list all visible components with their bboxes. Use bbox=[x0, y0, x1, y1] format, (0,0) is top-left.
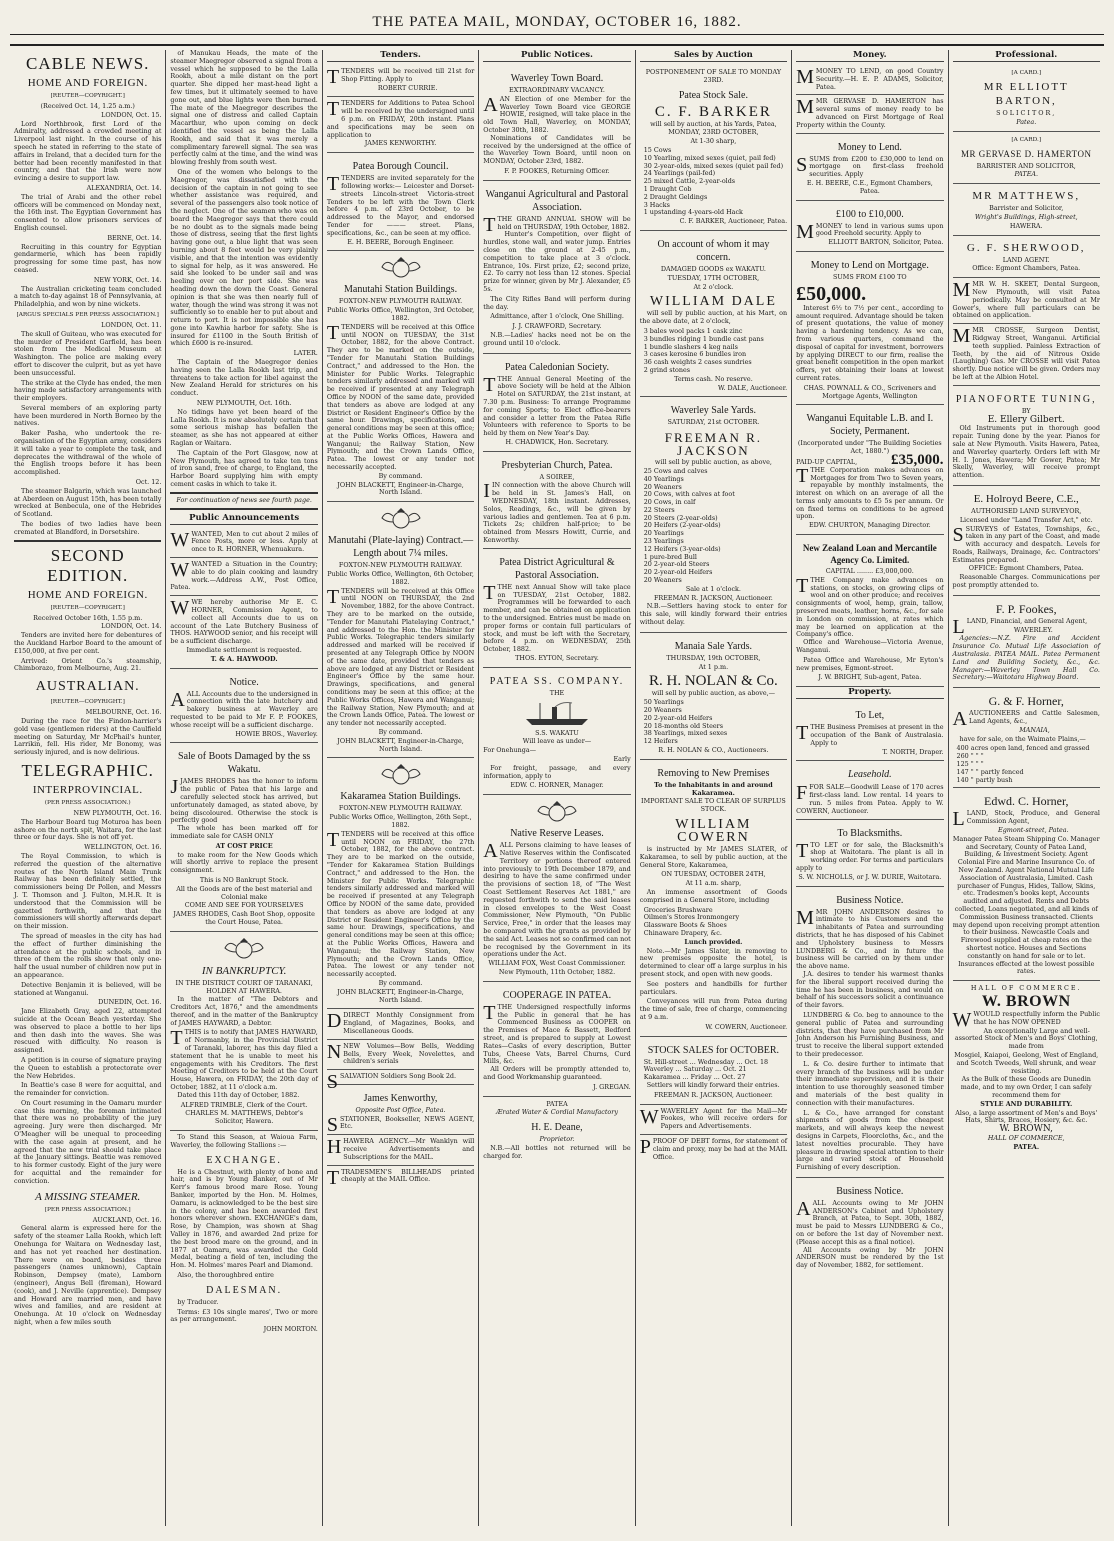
ad-fookes: F. P. Fookes, L LAND, Financial, and General Agent, WAVERLEY. Agencies:—N.Z. Fire and Accident Insurance Co. Mutual Life Association of Australasia. PATEA MAIL. Patea Permanent Land and Building Society, &c., &c. Manager:—Waverley Town Hall Co. Secretary:—Waitotara Highway Board. bbox=[953, 596, 1100, 688]
dateline: WELLINGTON, Oct. 16. bbox=[84, 843, 162, 852]
ad-james-kenworthy: James Kenworthy, Opposite Post Office, Patea. S STATIONER, Bookseller, NEWS AGENT, Etc. bbox=[327, 1085, 474, 1135]
heading-home-foreign: HOME AND FOREIGN. bbox=[27, 77, 148, 89]
ad-presbyterian-soiree: Presbyterian Church, Patea. A SOIREE, I IN connection with the above Church will be held in St. James's Hall, on WEDNESDAY, 18th instant. Addresses, Solos, Readings, &c., will be given by various ladies and gentlemen. Tea at 6 p.m. Tickets 2s; children half-price; to be obtained from Messrs Howitt, Currie, and Kenworthy. bbox=[483, 452, 630, 549]
ad-blacksmiths: To Blacksmiths. T TO LET or for sale, the Blacksmith's shop at Waitotara. The plant is all in working order. For terms and particulars apply to S. W. NICHOLLS, or J. W. DURIE, Waitotara. bbox=[796, 820, 943, 887]
ad-piano-tuning: PIANOFORTE TUNING, BY E. Ellery Gilbert. Old Instruments put in thorough good repair. Tuning done by the year. Pianos for sale at New Plymouth. Visits Hawera, Patea, and Waverley quarterly. Orders left with Mr H. I. Jones, Hawera; Mr Gower, Patea; Mr Skelly, Waverley, will receive prompt attention. bbox=[953, 386, 1100, 486]
news-paragraph: Detective Benjamin it is believed, will be stationed at Wanganui. bbox=[14, 980, 162, 997]
section-head-sales-by-auction: Sales by Auction bbox=[640, 50, 787, 62]
masthead bbox=[10, 14, 1104, 46]
section-head-public-announcements: Public Announcements bbox=[170, 513, 317, 525]
dateline: NEW PLYMOUTH, Oct. 16th. bbox=[196, 399, 292, 408]
column-5 bbox=[636, 50, 792, 1526]
news-paragraph: The Royal Commission, to which is referred the question of the alternative routes of the North Island Main Trunk Railway has been definitely settled, the commissioners being Dr Pollen, and Messrs J. T. Thomson and J. Fulton, M.H.R. It is understood that the Commission will be gazetted forthwith, and that the commissioners will shortly afterwards depart on their mission. bbox=[14, 851, 162, 931]
list-item: Glassware Boots & Shoes bbox=[643, 921, 727, 930]
list-item: Kakaramea ... Friday ... Oct. 27 bbox=[643, 1073, 746, 1082]
ad-leasehold: Leasehold. F FOR SALE—Goodwill Lease of 170 acres first-class land. Low rental. 14 years to run. 5 miles from Patea. Apply to W. COWERN, Auctioneer. bbox=[796, 761, 943, 819]
ad-cooperage: COOPERAGE IN PATEA. T THE Undersigned respectfully informs the Public in general that he has Commenced Business as COOPER on the Premises of Mace & Bassett, Bedford street, and is prepared to supply at Lowest Rates—Casks of every description, Butter Tubs, Cheese Vats, Barrel Churns, Curd Mills, &c. All Orders will be promptly attended to, and Good Workmanship guaranteed. J. GREGAN. bbox=[483, 982, 630, 1097]
ad-patea-stock-sale: POSTPONEMENT OF SALE TO MONDAY 23RD. Patea Stock Sale. C. F. BARKER will sell by auction, at his Yards, Patea, MONDAY, 23RD OCTOBER, At 1-30 sharp, 15 Cows 10 Yearling, mixed sexes (quiet, pail fed) 30 2-year-olds, mixed sexes (quiet pail fed) 24 Yearlings (pail-fed) 25 mixed Cattle, 2-year-olds 1 Draught Cob 2 Draught Geldings 3 Hacks 1 upstanding 4-years-old Hack C. F. BARKER, Auctioneer, Patea. bbox=[640, 65, 787, 231]
heading-home-foreign-2: HOME AND FOREIGN. bbox=[27, 588, 148, 601]
news-paragraph: The Harbour Board tug Moturoa has been ashore on the north spit, Waitara, for the last three or four days. She is not off yet. bbox=[14, 817, 162, 842]
news-paragraph: The Captain of the Maegregor denies having seen the Lalla Rookh last trip, and threatens to take action for libel against the New Zealand Herald for strictures on his conduct. bbox=[170, 358, 318, 398]
ad-money-pownall: Money to Lend on Mortgage. SUMS FROM £100 TO £50,000. Interest 6½ to 7½ per cent., according to amount required. Advantage should be taken of present quotations, the value of money having a hardening tendency. As we can, from various quarters, command the disposal of capital for investment, borrowers by applying DIRECT to our firm, realise the great benefit competition in the open market offers, yet obtaining their loans at lowest current rates. CHAS. POWNALL & CO., Scriveners and Mortgage Agents, Wellington bbox=[796, 252, 943, 405]
ad-boots-sale: Sale of Boots Damaged by the ss Wakatu. J JAMES RHODES has the honor to inform the public of Patea that his large and carefully selected stock has arrived, but unfortunately damaged, as stated above, by being discoloured. Otherwise the stock is perfectly good The whole has been marked off for immediate sale for CASH ONLY AT COST PRICE to make room for the New Goods which will shortly arrive to replace the present consignment. This is NO Bankrupt Stock. All the Goods are of the best material and Colonial make COME AND SEE FOR YOURSELVES JAMES RHODES, Cash Boot Shop, opposite the Court House, Patea. bbox=[170, 743, 317, 931]
section-head-professional: Professional. bbox=[953, 50, 1100, 62]
ad-billheads: TTRADESMEN'S BILLHEADS printed cheaply at the MAIL Office. bbox=[326, 1166, 475, 1189]
heading-cable-news: CABLE NEWS. bbox=[26, 54, 150, 73]
ad-salvation: SSALVATION Soldiers Song Book 2d. bbox=[327, 1070, 474, 1085]
list-item: 20 Cows, with calves at foot bbox=[643, 490, 735, 499]
card-gervase-hamerton: [A CARD.] MR GERVASE D. HAMERTON BARRISTER AND SOLICITOR, PATEA. bbox=[953, 132, 1100, 185]
ad-waverley-town-board: Waverley Town Board. EXTRAORDINARY VACANCY. A AN Election of one Member for the Waverley Town Board vice GEORGE HOWIE, resigned, will take place in the old Town Hall, Waverley, on MONDAY, October 30th, 1882. Nominations of Candidates will be received by the undersigned at the office of the Waverley Town Board, until noon on MONDAY, October 23rd, 1882. F. P. FOOKES, Returning Officer. bbox=[483, 65, 630, 181]
list-item: 3 bundles ridging 1 bundle cast pans bbox=[643, 334, 764, 343]
reuter-credit: [REUTER—COPYRIGHT.] bbox=[50, 604, 125, 611]
ad-w-brown: HALL OF COMMERCE. W. BROWN W WOULD respectfully inform the Public that he has NOW OPENED An exceptionally Large and well-assorted Stock of Men's and Boys' Clothing, made from Mosgiel, Kaiapoi, Geelong, West of England, and Scotch Tweeds, Well shrunk, and wear resisting. As the Bulk of these Goods are Dunedin made, and to my own Order, I can safely recommend them for STYLE AND DURABILITY. Also, a large assortment of Men's and Boys' Hats, Shirts, Braces, Hosiery, &c. &c. W. BROWN, HALL OF COMMERCE, PATEA. bbox=[952, 984, 1100, 1151]
list-item: 50 Yearlings bbox=[643, 698, 684, 707]
ad-manutahi-buildings: Manutahi Station Buildings. FOXTON-NEW PLYMOUTH RAILWAY. Public Works Office, Wellington, 3rd October, 1882. T TENDERS will be received at this Office until NOON on TUESDAY, the 31st October, 1882, for the above Contract. They are to be marked on the outside, "Tender for Manutahi Station Buildings Contract," and addressed to the Hon. the Minister for Public Works. Telegraphic tenders similarly addressed and marked will be received if presented at any Telegraph Office by NOON of the same date, provided that tenders as above are lodged at any District or Resident Engineer's Office by the same hour. Drawings, specifications, and general conditions may be seen at this office; at the Public Works Offices, Hawera and Wanganui; the Railway Station, New Plymouth; and the Crown Lands Office, Patea. The lowest or any tender not necessarily accepted. By command. JOHN BLACKETT, Engineer-in-Charge, North Island. bbox=[327, 251, 474, 502]
ad-direct-consignment: DDIRECT Monthly Consignment from England, of Magazines, Books, and Miscellaneous Goods. bbox=[327, 1009, 474, 1039]
list-item: Oilmen's Stores Ironmongery bbox=[643, 913, 740, 922]
list-item: 20 Weaners bbox=[643, 706, 682, 715]
list-item: Chinaware Drapery, &c. bbox=[643, 928, 722, 937]
news-paragraph: Tenders are invited here for debentures of the Auckland Harbor Board to the amount of £150,000, at five per cent. bbox=[14, 631, 162, 655]
heading-missing-steamer: A MISSING STEAMER. bbox=[35, 1190, 141, 1203]
dateline: NEW YORK, Oct. 14. bbox=[93, 275, 162, 284]
columns bbox=[10, 50, 1104, 1526]
reuter-credit: [REUTER—COPYRIGHT.] bbox=[50, 93, 125, 99]
news-paragraph: The Captain of the Port Glasgow, now at New Plymouth, has agreed to take ten tons of iron sand, free of charge, to England, the Harbor Board supplying him with empty cement casks in which to take it. bbox=[170, 448, 318, 489]
lot-list bbox=[640, 699, 787, 746]
ad-money-adams: MMONEY TO LEND, on good Country Security.—H. E. P. ADAMS, Solicitor, Patea. bbox=[796, 65, 943, 95]
ad-business-notice-anderson: Business Notice. M MR JOHN ANDERSON desires to intimate to his Customers and the inhabitants of Patea and surrounding districts, that he has disposed of his Cabinet and Upholstery business to Messrs LUNDBERG & Co., and in future the business will be carried on by them under the above name. J.A. desires to tender his warmest thanks for the liberal support received during the time he has been in business, and would on behalf of his successors solicit a continuance of their favors. LUNDBERG & Co. beg to announce to the general public of Patea and surrounding districts, that they have purchased from Mr John Anderson his Furnishing Business, and trust to receive the liberal support extended to their predecessor. L. & Co. desire further to intimate that every branch of the business will be under their immediate supervision, and it is their intention to use thoroughly seasoned timber and materials of the best quality in connection with their manufactures. L. & Co., have arranged for constant shipments of goods from the cheapest markets, and will always keep the newest designs in Carpets, Floorcloths, &c., and the latest novelties procurable. They have pleasure in drawing special attention to their large and varied stock of Household Furnishing of every description. bbox=[796, 887, 943, 1178]
news-paragraph: A petition is in course of signature praying the Queen to establish a protectorate over the New Hebrides. bbox=[14, 1055, 162, 1080]
ad-bankruptcy: IN BANKRUPTCY. IN THE DISTRICT COURT OF TARANAKI, HOLDEN AT HAWERA. In the matter of "The Debtors and Creditors Act, 1876," and the amendments thereof, and in the matter of the Bankruptcy of JAMES HAYWARD, a Debtor. T THIS is to notify that JAMES HAYWARD, of Normanby, in the Provincial District of Taranaki, laborer, has this day filed a statement that he is unable to meet his engagements with his Creditors. The first Meeting of Creditors to be held at the Court House, Hawera, on FRIDAY, the 20th day of October, 1882, at 11 o'clock a.m. Dated this 11th day of October, 1882. ALFRED TRIMBLE, Clerk of the Court. CHARLES M. MATTHEWS, Debtor's Solicitor, Hawera. bbox=[170, 932, 317, 1131]
ad-nz-loan-mercantile: New Zealand Loan and Mercantile Agency Co. Limited. CAPITAL ........ £3,000,000. T THE Company make advances on stations, on stocks, on growing clips of wool and on other produce; and receives consignments of wool, hemp, grain, tallow, preserved meats, leather, horns, &c., for sale in London on commission, at rates which may be learned on application at the Company's office. Office and Warehouse—Victoria Avenue, Wanganui. Patea Office and Warehouse, Mr Eyton's new premises, Egmont-street. J. W. BRIGHT, Sub-agent, Patea. bbox=[796, 535, 943, 687]
news-paragraph: Arrived: Orient Co.'s steamship, Chimborazo, from Melbourne, Aug. 21. bbox=[14, 656, 162, 673]
ad-money-barton: £100 to £10,000. M MONEY to lend in various sums upon good Freehold security. Apply to ELLIOTT BARTON, Solicitor, Patea. bbox=[796, 201, 943, 252]
list-item: 125 " " " bbox=[956, 760, 984, 769]
list-item: 3 bales wool packs 1 cask zinc bbox=[643, 326, 743, 335]
ad-waverley-agent: WWAVERLEY Agent for the Mail—Mr Fookes, who will receive orders for Papers and Advertisements. bbox=[640, 1105, 787, 1135]
news-paragraph: Recruiting in this country for Egyptian gendarmerie, which has been rapidly progressing for some time past, has now ceased. bbox=[14, 242, 162, 274]
list-item: 20 Yearlings bbox=[643, 529, 684, 538]
list-item: 22 Steers bbox=[643, 505, 675, 514]
list-item: 140 " partly bush bbox=[956, 775, 1013, 784]
list-item: 40 Yearlings bbox=[643, 474, 684, 483]
ad-borough-council: Patea Borough Council. T TENDERS are invited separately for the following works:— Leicester and Dorset-streets Lincoln-street Victoria-street Tenders to be left with the Town Clerk before 4 p.m. of 23rd October, to be addressed to the Mayor, and endorsed Tender for ——— street. Plans, specifications, &c., can be seen at my office. E. H. BEERE, Borough Engineer. bbox=[327, 153, 474, 251]
news-paragraph: The steamer Balgarin, which was launched at Aberdeen on August 15th, has been totally wrecked at Benbecula, one of the Hebrides of Scotland. bbox=[14, 486, 162, 519]
dateline: ALEXANDRIA, Oct. 14. bbox=[86, 183, 162, 192]
list-item: 38 Yearlings, mixed sexes bbox=[643, 729, 728, 738]
dateline: BERNE, Oct. 14. bbox=[107, 233, 162, 242]
card-elliott-barton: [A CARD.] MR ELLIOTT BARTON, SOLICITOR, Patea. bbox=[953, 65, 1100, 132]
card-sherwood: G. F. SHERWOOD, LAND AGENT. Office: Egmont Chambers, Patea. bbox=[953, 236, 1100, 279]
column-2 bbox=[166, 50, 322, 1526]
received-time: Received October 16th, 1.55 p.m. bbox=[33, 613, 143, 622]
ad-wanganui-show: Wanganui Agricultural and Pastoral Association. T THE GRAND ANNUAL SHOW will be held on THURSDAY, 19th October, 1882. Hunter's Competition, over flight of hurdles, stone wall, and water jump. Entries close on the ground at 2-45 p.m., competition to take place at 3 o'clock. Entrance, 10s. First prize, £2; second prize, £2. To carry not less than 12 stones. Special prize for winner, given by Mr J. Alexander, £5 5s. The City Rifles Band will perform during the day. Admittance, after 1 o'clock, One Shilling. J. J. CRAWFORD, Secretary. N.B.—Ladies' hacks need not be on the ground until 10 o'clock. bbox=[483, 181, 630, 354]
list-item: 20 Cows, in calf bbox=[643, 498, 696, 507]
list-item: Groceries Brushware bbox=[643, 905, 713, 914]
news-paragraph: The spread of measles in the city has had the effect of further diminishing the attendance at the public schools, and in three of them the rolls show that only one-half the usual number of children now put in an appearance. bbox=[14, 931, 162, 979]
news-paragraph: General alarm is expressed here for the safety of the steamer Lalla Rookh, which left Onehunga for Waitara on Wednesday last, and has not yet reached her destination. There were on board, besides three passengers (names unknown), Captain Robinson, Dempsey (mate), Lamborn (engineer), Angus Bell (fireman), Howard (cook), and J. Neville (apprentice). Dempsey and Howard are married men, and have wives and families, and are resident at Onehunga. At 10 o'clock on Wednesday night, when a few miles south bbox=[14, 1224, 162, 1327]
card-matthews: MR MATTHEWS, Barrister and Solicitor, Wright's Buildings, High-street, HAWERA. bbox=[953, 184, 1100, 235]
list-item: 147 " " partly fenced bbox=[956, 767, 1024, 776]
news-paragraph: Jane Elizabeth Gray, aged 22, attempted suicide at the Ocean Beach yesterday. She was observed to place a bottle to her lips and then dash into the waves. She was rescued with difficulty. No reason is assigned. bbox=[14, 1007, 162, 1055]
column-6 bbox=[792, 50, 948, 1526]
ad-horner-manaia: G. & F. Horner, A AUCTIONEERS and Cattle Salesmen, Land Agents, &c., MANAIA, have for sale, on the Waimate Plains,— 400 acres open land, fenced and grassed 260 " " " 125 " " " 147 " " partly fenced 140 " partly bush bbox=[953, 688, 1100, 788]
dateline: DUNEDIN, Oct. 16. bbox=[98, 998, 162, 1007]
list-item: 20 Weaners bbox=[643, 576, 682, 585]
steamship-icon bbox=[522, 701, 592, 727]
list-item: 15 Cows bbox=[643, 145, 672, 154]
royal-crest-icon bbox=[534, 801, 580, 823]
list-item: 20 18-months old Steers bbox=[643, 721, 724, 730]
news-paragraph: The skull of Guiteau, who was executed for the murder of President Garfield, has been stolen from the Medical Museum at Washington. The police are making every effort to discover the culprit, but as yet have been unsuccessful. bbox=[14, 329, 162, 377]
news-paragraph: On Court resuming in the Oamaru murder case this morning, the foreman intimated that there was no probability of the jury agreeing. Jury were then discharged. Mr O'Meagher will be unequal to proceeding with the case again at present, and he agreed that the new trial should take place at the January sittings. Beattie was removed to his former custody. Eight of the jury were for acquittal and the remainder for conviction. bbox=[14, 1098, 162, 1185]
ad-tender-school: TTENDERS for Additions to Patea School will be received by the undersigned until 6 p.m. on FRIDAY, 20th instant. Plans and specifications may be seen on application to JAMES KENWORTHY. bbox=[327, 97, 474, 153]
list-item: 25 mixed Cattle, 2-year-olds bbox=[643, 177, 736, 186]
dateline: AUCKLAND, Oct. 16. bbox=[92, 1215, 162, 1224]
ad-manaia-sale-yards: Manaia Sale Yards. THURSDAY, 19th OCTOBER, At 1 p.m. R. H. NOLAN & Co. will sell by public auction, as above,— 50 Yearlings 20 Weaners 20 2-year-old Heifers 20 18-months old Steers 38 Yearlings, mixed sexes 12 Heifers R. H. NOLAN & CO., Auctioneers. bbox=[640, 633, 787, 760]
ad-patea-district-show: Patea District Agricultural & Pastoral Association. T THE next Annual Show will take place on TUESDAY, 21st October, 1882. Programmes will be forwarded to each member, and can be obtained on application to the undersigned. Entries must be made on proper forms or contain full particulars of stock, and must be left with the Secretary, before 4 p.m. on WEDNESDAY, 25th October, 1882. THOS. EYTON, Secretary. bbox=[483, 549, 630, 668]
list-item: 12 Heifers (3-year-olds) bbox=[643, 544, 721, 553]
ad-dentist-crosse: MMR CROSSE, Surgeon Dentist, Ridgway Street, Wanganui. Artificial teeth supplied. Painless Extraction of Teeth, by the aid of Nitrous Oxide (Laughing) Gas. Mr CROSSE will visit Patea shortly. Due notice will be given. Orders may be left at the Albion Hotel. bbox=[953, 324, 1100, 386]
argus-credit: [ARGUS SPECIALS PER PRESS ASSOCIATION.] bbox=[16, 311, 159, 318]
news-paragraph: Lord Northbrook, first Lord of the Admiralty, addressed a crowded meeting at Liverpool last night. In the course of his speech he stated in referring to the state of affairs in Ireland, that a decided turn for the better had been recently manifested in that country, and that the Irish were now evincing a desire to support law. bbox=[14, 119, 162, 183]
news-paragraph: One of the women who belongs to the Maegregor, was dissatisfied with the decision of the captain in not going to see whether assistance was required, and several of the passengers also took notice of the neglect. One of the seamen who was on board the Maegregor says that there could be no doubt as to the signals made being those of distress, seeing that the first lights having gone out, a blue light that was seen burning about 8 feet would be very plainly visible, and that the intention was evidently to signal for help, as it was answered. He said she looked to be under sail and was heeling over on her port side. She was heading down the down the Coast. General opinion is that she was then nearly full of water, though the wind was strong it was not sufficiently so to enable her to put about and return to port. It is not impossible she has gone into Kawhia harbor for safety. She is insured for £1100 in the South British of which £600 is re-insured. bbox=[170, 167, 318, 348]
section-head-property: Property. bbox=[796, 687, 943, 699]
news-paragraph: The trial of Arabi and the other rebel officers will be commenced on Monday next, the 16th inst. The Egyptian Government has consented to allow prisoners services of English counsel. bbox=[14, 192, 162, 232]
continuation-note: For continuation of news see fourth page. bbox=[176, 495, 312, 504]
news-paragraph: The bodies of two ladies have been cremated at Blandford, in Dorsetshire. bbox=[14, 520, 162, 536]
list-item: 36 cash weights 2 cases sundries bbox=[643, 358, 752, 367]
ad-stock-sales-october: STOCK SALES for OCTOBER. St. Hill-street ... Wednesday ... Oct. 18 Waverley ... Saturday ... Oct. 21 Kakaramea ... Friday ... Oct. 27 Settlers will kindly forward their entries. FREEMAN R. JACKSON, Auctioneer. bbox=[640, 1037, 787, 1105]
press-credit: (PER PRESS ASSOCIATION.) bbox=[44, 800, 131, 806]
dateline: MELBOURNE, Oct. 16. bbox=[85, 708, 162, 717]
masthead-title: THE PATEA MAIL, MONDAY, OCTOBER 16, 1882. bbox=[372, 14, 742, 30]
dateline: LONDON, Oct. 14. bbox=[101, 622, 162, 631]
land-list bbox=[953, 745, 1100, 784]
column-3 bbox=[323, 50, 479, 1526]
news-paragraph: No tidings have yet been heard of the Lalla Rookh. It is now absolutely certain that some serious mishap has befallen the steamer, as she has not appeared at either Raglan or Waitara. bbox=[170, 407, 318, 448]
list-item: 23 Yearlings bbox=[643, 537, 684, 546]
dateline: LATER. bbox=[293, 349, 318, 358]
heading-telegraphic: TELEGRAPHIC. bbox=[21, 761, 154, 780]
news-paragraph: The strike at the Clyde has ended, the men having made satisfactory arrangements with their employers. bbox=[14, 378, 162, 403]
list-item: 3 cases kerosine 6 bundles iron bbox=[643, 350, 747, 359]
ad-proof-of-debt: PPROOF OF DEBT forms, for statement of claim and proxy, may be had at the MAIL Office. bbox=[639, 1135, 788, 1161]
section-head-tenders: Tenders. bbox=[327, 50, 474, 62]
ad-holroyd-beere: E. Holroyd Beere, C.E., AUTHORISED LAND SURVEYOR, Licensed under "Land Transfer Act," etc. S SURVEYS of Estates, Townships, &c., taken in any part of the Coast, and made with accuracy and despatch. Levels for Roads, Railways, Drainage, &c. Contractors' Estimates prepared. OFFICE: Egmont Chambers, Patea. Reasonable Charges. Communications per post promptly attended to. bbox=[953, 486, 1100, 596]
reuter-credit: [REUTER—COPYRIGHT.] bbox=[50, 699, 125, 706]
received-time: (Received Oct. 14, 1.25 a.m.) bbox=[40, 102, 135, 110]
list-item: Waverley ... Saturday ... Oct. 21 bbox=[643, 1065, 747, 1074]
news-paragraph: During the race for the Findon-harrier's gold vase (gentlemen riders) at the Caulfield meeting on Saturday, Mr McPhail's hunter, Larrikin, fell. His rider, Mr Bonomy, was seriously injured, and is now delirious. bbox=[14, 717, 162, 757]
ad-kakaramea-buildings: Kakaramea Station Buildings. FOXTON-NEW PLYMOUTH RAILWAY. Public Works Office, Wellington, 26th Sept., 1882. T TENDERS will be received at this office until NOON on FRIDAY, the 27th October, 1882, for the above contract. They are to be marked on the outside, "Tender for Kakaramea Station Buildings Contract," and addressed to the Hon. the Minister for Public Works. Telegraphic tenders similarly addressed and marked will be received if presented at any Telegraph Office by NOON of the same date, provided that tenders as above are lodged at any District or Resident Engineer's Office by the same hour. Drawings, specifications, and general conditions may be seen at this office; at the Public Works Offices, Hawera and Wanganui; the Railway Station, New Plymouth; and the Crown Lands Office, Patea. The lowest or any tender not necessarily accepted. By command. JOHN BLACKETT, Engineer-in-Charge, North Island. bbox=[327, 758, 474, 1009]
lot-list bbox=[640, 907, 787, 938]
list-item: 400 acres open land, fenced and grassed bbox=[956, 744, 1090, 753]
column-7 bbox=[949, 50, 1104, 1526]
list-item: 1 upstanding 4-years-old Hack bbox=[643, 208, 743, 217]
news-paragraph: of Manukau Heads, the mate of the steamer Maegregor observed a signal from a vessel which he supposed to be the Lalla Rookh, about a mile distant on the port quarter. She dipped her mast-head light a few times, but it ultimately seemed to have gone out, and blue lights were then burned. The mate of the Maegregor describes the signal one of distress and called Captain Macarthur, who upon coming on deck identified the vessel as being the Lalla Rookh, and said that it was merely a complimentary farewell signal. The sea was perfectly calm at the time, and the wind was blowing freshly from south west. bbox=[170, 50, 318, 167]
news-paragraph: The Australian cricketing team concluded a match to-day against 18 of Pennsylvania, at Philadelphia, and won by nine wickets. bbox=[14, 284, 162, 309]
lot-list bbox=[640, 468, 787, 585]
list-item: 260 " " " bbox=[956, 752, 984, 761]
heading-interprovincial: INTERPROVINCIAL. bbox=[32, 784, 143, 796]
ad-damaged-goods: On account of whom it may concern. DAMAGED GOODS ex WAKATU. TUESDAY, 17TH OCTOBER, At 2 o'clock. WILLIAM DALE will sell by public auction, at his Mart, on the above date, at 2 o'clock, 3 bales wool packs 1 cask zinc 3 bundles ridging 1 bundle cast pans 1 bundle slashers 4 keg nails 3 cases kerosine 6 bundles iron 36 cash weights 2 cases sundries 2 grind stones Terms cash. No reserve. W. DALE, Auctioneer. bbox=[640, 231, 787, 397]
list-item: St. Hill-street ... Wednesday ... Oct. 18 bbox=[643, 1057, 769, 1066]
heading-australian: AUSTRALIAN. bbox=[35, 679, 140, 695]
ad-removing-premises: Removing to New Premises To the Inhabitants in and around Kakaramea. IMPORTANT SALE TO CLEAR OF SURPLUS STOCK. WILLIAM COWERN is instructed by Mr JAMES SLATER, of Kakaramea, to sell by public auction, at the General Store, Kakaramea, ON TUESDAY, OCTOBER 24TH, At 11 a.m. sharp, An immense assortment of Goods comprised in a General Store, including Groceries Brushware Oilmen's Stores Ironmongery Glassware Boots & Shoes Chinaware Drapery, &c. Lunch provided. Note.—Mr James Slater, in removing to new premises opposite the hotel, is determined to clear off a large surplus in his present stock, and open with new goods. See posters and handbills for further particulars. Conveyances will run from Patea during the time of sale, free of charge, commencing at 9 a.m. W. COWERN, Auctioneer. bbox=[640, 760, 787, 1037]
news-paragraph: Several members of an exploring party have been murdered in North Borneo by the natives. bbox=[14, 403, 162, 428]
column-1 bbox=[10, 50, 166, 1526]
list-item: 20 Weaners bbox=[643, 482, 682, 491]
ad-haywood: WWE hereby authorise Mr E. C. HORNER, Commission Agent, to collect all Accounts due to us on account of the Late Butchery Business of THOS. HAYWOOD senior, and his receipt will be a sufficient discharge. Immediate settlement is requested. T. & A. HAYWOOD. bbox=[170, 596, 317, 668]
ad-caledonian-society: Patea Caledonian Society. T THE Annual General Meeting of the above Society will be held at the Albion Hotel on SATURDAY, the 21st instant, at 7.30 p.m. Business: To arrange Programme for coming Sports; to Elect office-bearers and consider a letter from the Patea Rifle Volunteers with reference to Sports to be held by them on New Year's Day. H. CHADWICK, Hon. Secretary. bbox=[483, 354, 630, 452]
ad-wanted-men: WWANTED, Men to cut about 2 miles of Fence Posts, more or less. Apply at once to R. HORNER, Whenuakura. bbox=[170, 528, 317, 558]
sale-date-list bbox=[640, 1059, 787, 1082]
ad-wanted-situation: WWANTED a Situation in the Country; able to do plain cooking and laundry work.—Address A.W., Post Office, Patea. bbox=[170, 558, 317, 596]
royal-crest-icon bbox=[221, 938, 267, 960]
ad-money-hamerton: MMR GERVASE D. HAMERTON has several sums of money ready to be advanced on First Mortgage of Real Property within the County. bbox=[796, 95, 943, 133]
dateline: Oct. 12. bbox=[135, 478, 162, 487]
ad-tender-shop-fitting: TTENDERS will be received till 21st for Shop Fitting. Apply to ROBERT CURRIE. bbox=[327, 65, 474, 97]
press-credit: [PER PRESS ASSOCIATION.] bbox=[44, 1206, 131, 1213]
list-item: 20 Heifers (2-year-olds) bbox=[643, 521, 721, 530]
heading-second-edition: SECOND EDITION. bbox=[47, 545, 129, 585]
column-4 bbox=[479, 50, 635, 1526]
ad-aerated-water: PATEA Ærated Water & Cordial Manufactory H. E. Deane, Proprietor. N.B.—All bottles not returned will be charged for. bbox=[483, 1099, 631, 1160]
ad-waverley-sale-yards: Waverley Sale Yards. SATURDAY, 21st OCTOBER. FREEMAN R. JACKSON will sell by public auction, as above, 25 Cows and calves 40 Yearlings 20 Weaners 20 Cows, with calves at foot 20 Cows, in calf 22 Steers 20 Steers (2-year-olds) 20 Heifers (2-year-olds) 20 Yearlings 23 Yearlings 12 Heifers (3-year-olds) 1 pure-bred Bull 20 2-year-old Steers 20 2-year-old Heifers 20 Weaners Sale at 1 o'clock. FREEMAN R. JACKSON, Auctioneer. N.B.—Settlers having stock to enter for this sale, will kindly forward their entries without delay. bbox=[640, 397, 787, 633]
dateline: LONDON, Oct. 15. bbox=[101, 110, 162, 119]
ad-money-beere: Money to Lend. S SUMS from £200 to £30,000 to lend on mortgage on first-class freehold securities. Apply E. H. BEERE, C.E., Egmont Chambers, Patea. bbox=[796, 134, 943, 201]
royal-crest-icon bbox=[378, 508, 424, 530]
list-item: 3 Hacks bbox=[643, 200, 670, 209]
list-item: 20 2-year-old Heifers bbox=[643, 568, 713, 577]
section-head-public-notices: Public Notices. bbox=[483, 50, 630, 62]
ad-to-let: To Let, T THE Business Premises at present in the occupation of the Bank of Australasia. Apply to T. NORTH, Draper. bbox=[796, 702, 943, 761]
list-item: 1 Draught Cob bbox=[643, 184, 692, 193]
ad-wanganui-equitable: Wanganui Equitable L.B. and I. Society, Permanent. (Incorporated under "The Building Societies Act, 1880.") PAID-UP CAPITAL, £35,000. T THE Corporation makes advances on Mortgages for from Two to Seven years, repayable by monthly instalments, the interest on which on an average of all the terms only amounts to £5 5s per annum. Or on fixed terms on conditions to be agreed upon. EDW. CHURTON, Managing Director. bbox=[796, 405, 943, 535]
list-item: 20 2-year-old Heifers bbox=[643, 713, 713, 722]
list-item: 24 Yearlings (pail-fed) bbox=[643, 169, 716, 178]
list-item: 20 Steers (2-year-olds) bbox=[643, 513, 718, 522]
ad-patea-ss-company: PATEA SS. COMPANY. THE S.S. WAKATU Will leave as under— For Onehunga— Early For freight, passage, and every information, apply to EDW. C. HORNER, Manager. bbox=[483, 668, 630, 795]
ad-manutahi-platelaying: Manutahi (Plate-laying) Contract.—Length about 7¼ miles. FOXTON-NEW PLYMOUTH RAILWAY. Public Works Office, Wellington, 6th October, 1882. T TENDERS will be received at this Office until NOON on THURSDAY, the 2nd November, 1882, for the above Contract. They are to be marked on the outside, "Tender for Manutahi Platelaying Contract," and addressed to the Hon. the Minister for Public Works. Telegraphic tenders similarly addressed and marked will be received if presented at any Telegraph Office by NOON of the same date, provided that tenders as above are lodged at any District or Resident Engineer's Office by the same hour. Drawings, specifications, and general conditions may be seen at this office; at the Public Works Offices, Hawera and Wanganui; the Railway Station, New Plymouth; and at the Crown Lands Office, Patea. The lowest or any tender not necessarily accepted. By command. JOHN BLACKETT, Engineer-in-Charge, North Island. bbox=[327, 502, 474, 758]
dateline: NEW PLYMOUTH, Oct. 16. bbox=[73, 809, 162, 817]
list-item: 2 grind stones bbox=[643, 365, 691, 374]
royal-crest-icon bbox=[378, 764, 424, 786]
section-head-money: Money. bbox=[796, 50, 943, 62]
ad-hawera-agency: HHAWERA AGENCY.—Mr Wanklyn will receive Advertisements and Subscriptions for the MAIL. bbox=[327, 1135, 474, 1165]
ad-new-volumes: NNEW Volumes—Bow Bells, Wedding Bells, Every Week, Novelettes, and children's serials bbox=[327, 1040, 474, 1070]
list-item: 1 bundle slashers 4 keg nails bbox=[643, 342, 738, 351]
royal-crest-icon bbox=[378, 257, 424, 279]
list-item: 10 Yearling, mixed sexes (quiet, pail fed) bbox=[643, 153, 776, 162]
ad-dentist-skeet: MMR W. H. SKEET, Dental Surgeon, New Plymouth, will visit Patea periodically. May be consulted at Mr Gower's, where full particulars can be obtained on application. bbox=[953, 278, 1100, 324]
ad-notice-howie: Notice. A ALL Accounts due to the undersigned in connection with the late butchery and bakery business at Waverley are requested to be paid to Mr F. P. FOOKES, whose receipt will be a sufficient discharge. HOWIE BROS., Waverley. bbox=[170, 669, 317, 744]
list-item: 30 2-year-olds, mixed sexes (quiet pail fed) bbox=[643, 161, 784, 170]
ad-stallions: To Stand this Season, at Waioua Farm, Waverley, the following Stallions :— EXCHANGE. He is a Chestnut, with plenty of bone and hair, and is by Young Banker, out of Mr Kerr's famous brood mare Rose. Young Banker, imported by the Hon. M. Holmes, Oamaru, is acknowledged to be the best sire in the colony, and has been awarded first honors wherever shown. EXCHANGE's dam, Rose, by Champion, was shown at Shag Valley in 1876, and awarded 2nd prize for the best brood mare on the ground, and in 1877 at Oamaru, was awarded the Gold Medal, beating a field of ten, including the Hon. M. Holmes' mares Pearl and Diamond. Also, the thoroughbred entire DALESMAN. by Traducer. Terms: £3 10s single mares', Two or more as per arrangement. JOHN MORTON. bbox=[170, 1133, 318, 1334]
news-paragraph: Baker Pasha, who undertook the re-organisation of the Egyptian army, considers it will take a year to complete the task, and deprecates the withdrawal of the whole of the English troops before it has been accomplished. bbox=[14, 429, 162, 477]
ad-native-reserve-leases: Native Reserve Leases. A ALL Persons claiming to have leases of Native Reserves within the Confiscated Territory or portions thereof entered into previously to 19th December 1879, and desiring to have the same confirmed under the provisions of section 18, of "The West Coast Settlement Reserves Act 1881," are requested forthwith to send the said leases in closed envelopes to the West Coast Commissioner, New Plymouth, "On Public Service, Free," in order that the leases may be compared with the grants as provided by the said Act. Leases not so confirmed can not be recognised by the Government in its operations under the Act. WILLIAM FOX, West Coast Commissioner. New Plymouth, 11th October, 1882. bbox=[483, 795, 630, 982]
list-item: 25 Cows and calves bbox=[643, 466, 708, 475]
lot-list bbox=[640, 328, 787, 375]
list-item: 12 Heifers bbox=[643, 737, 678, 746]
list-item: 1 pure-bred Bull bbox=[643, 552, 697, 561]
dateline: LONDON, Oct. 11. bbox=[101, 320, 162, 329]
lot-list bbox=[640, 147, 787, 217]
list-item: 20 2-year-old Steers bbox=[643, 560, 710, 569]
ad-edwd-horner: Edwd. C. Horner, L LAND, Stock, Produce, and General Commission Agent, Egmont-street, Patea. Manager Patea Steam Shipping Co. Manager and Secretary, County of Patea Land, Building, & Investment Society. Agent Colonial Fire and Marine Insurance Co. of New Zealand. Agent National Mutual Life Association of Australasia, Limited. Cash purchaser of Fungus, Hides, Tallow, Skins, etc. Tradesmen's books kept, Accounts audited and adjusted. Rents and Debts collected, Loans negotiated, and all kinds of Commission Business transacted. Clients may depend upon receiving prompt attention to their business. Newcastle Coals and Firewood supplied at cheap rates on the shortest notice. Houses and Sections constantly on hand for sale or to let. Insurances effected at the lowest possible rates. bbox=[953, 788, 1100, 981]
list-item: 2 Draught Geldings bbox=[643, 192, 708, 201]
ad-business-notice-accounts: Business Notice. A ALL Accounts owing to Mr JOHN ANDERSON's Cabinet and Upholstery Branch, at Patea, to Sept. 30th, 1882, must be paid to Messrs LUNDBERG & Co., on or before the 1st day of November next. (Please accept this as a final notice). All Accounts owing by Mr JOHN ANDERSON must be rendered by the 1st day of November, 1882, for settlement. bbox=[796, 1185, 944, 1270]
news-paragraph: In Beattie's case 8 were for acquittal, and the remainder for conviction. bbox=[14, 1081, 162, 1098]
